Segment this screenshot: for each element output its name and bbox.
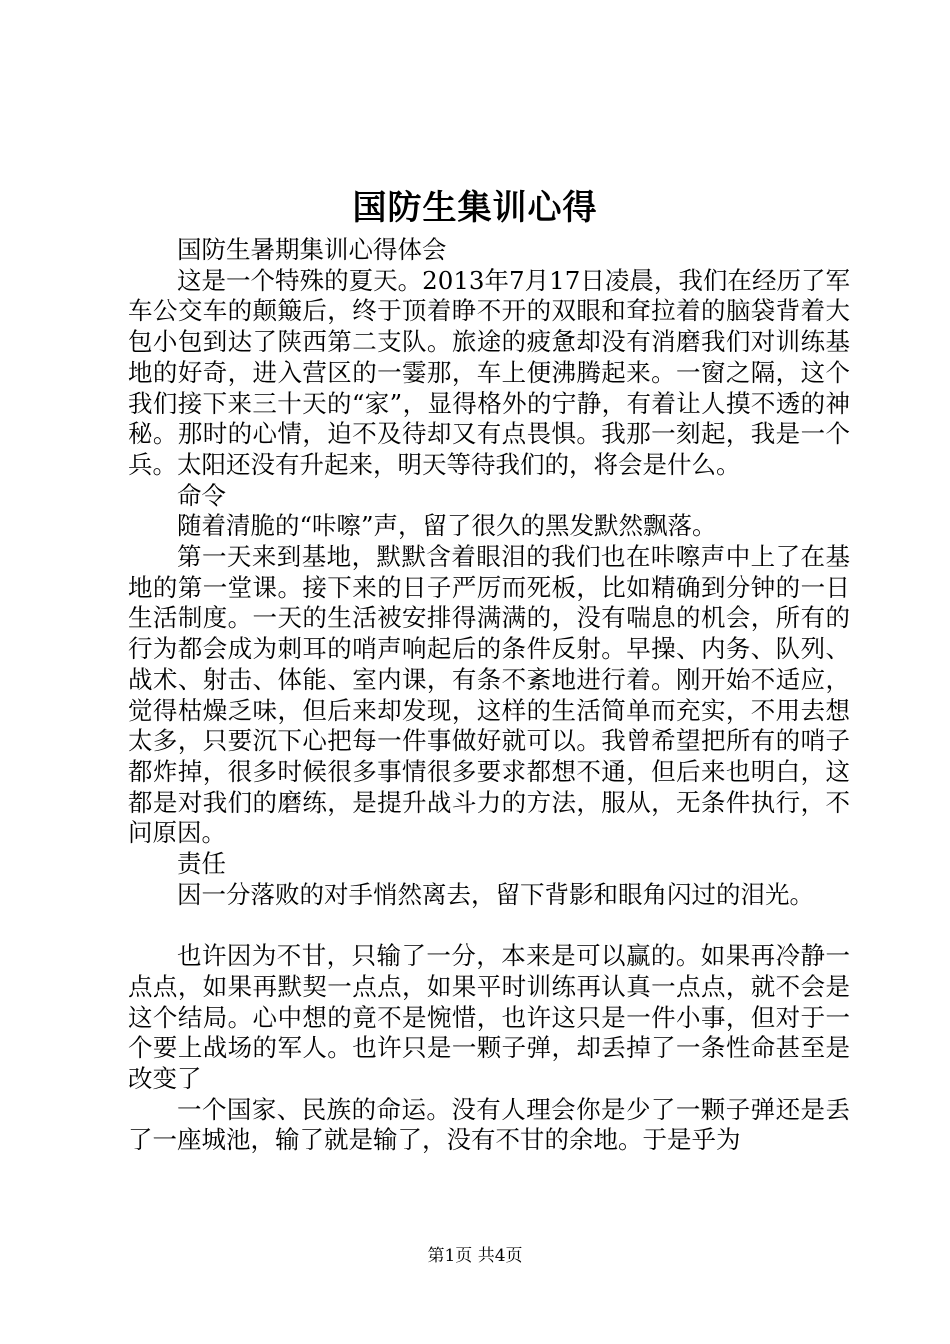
document-body [128,235,850,1156]
paragraph-haircut: 随着清脆的“咔嚓”声，留了很久的黑发默然飘落。 [177,511,717,541]
paragraph-opponent: 因一分落败的对手悄然离去，留下背影和眼角闪过的泪光。 [177,879,814,909]
document-title: 国防生集训心得 [352,188,598,228]
paragraph-nation: 一个国家、民族的命运。没有人理会你是少了一颗子弹还是丢了一座城池，输了就是输了，没有不甘的余地。于是乎为 [128,1094,850,1155]
section-heading-command: 命令 [177,480,226,510]
paragraph-reflection: 也许因为不甘，只输了一分，本来是可以赢的。如果再冷静一点点，如果再默契一点点，如果平时训练再认真一点点，就不会是这个结局。心中想的竟不是惋惜，也许这只是一件小事，但对于一个要上战场的军人。也许只是一颗子弹，却丢掉了一条性命甚至是改变了 [128,941,850,1093]
paragraph-intro: 这是一个特殊的夏天。2013年7月17日凌晨，我们在经历了军车公交车的颠簸后，终于顶着睁不开的双眼和耷拉着的脑袋背着大包小包到达了陕西第二支队。旅途的疲惫却没有消磨我们对训练基地的好奇，进入营区的一霎那，车上便沸腾起来。一窗之隔，这个我们接下来三十天的“家”，显得格外的宁静，有着让人摸不透的神秘。那时的心情，迫不及待却又有点畏惧。我那一刻起，我是一个兵。太阳还没有升起来，明天等待我们的，将会是什么。 [128,265,850,479]
paragraph-subtitle: 国防生暑期集训心得体会 [177,235,447,264]
paragraph-first-day: 第一天来到基地，默默含着眼泪的我们也在咔嚓声中上了在基地的第一堂课。接下来的日子严厉而死板，比如精确到分钟的一日生活制度。一天的生活被安排得满满的，没有喘息的机会，所有的行为都会成为刺耳的哨声响起后的条件反射。早操、内务、队列、战术、射击、体能、室内课，有条不紊地进行着。刚开始不适应，觉得枯燥乏味，但后来却发现，这样的生活简单而充实，不用去想太多，只要沉下心把每一件事做好就可以。我曾希望把所有的哨子都炸掉，很多时候很多事情很多要求都想不通，但后来也明白，这都是对我们的磨练，是提升战斗力的方法，服从，无条件执行，不问原因。 [128,542,850,848]
page-footer: 第1页 共4页 [427,1246,523,1266]
blank-line [128,910,850,941]
section-heading-responsibility: 责任 [177,849,226,879]
